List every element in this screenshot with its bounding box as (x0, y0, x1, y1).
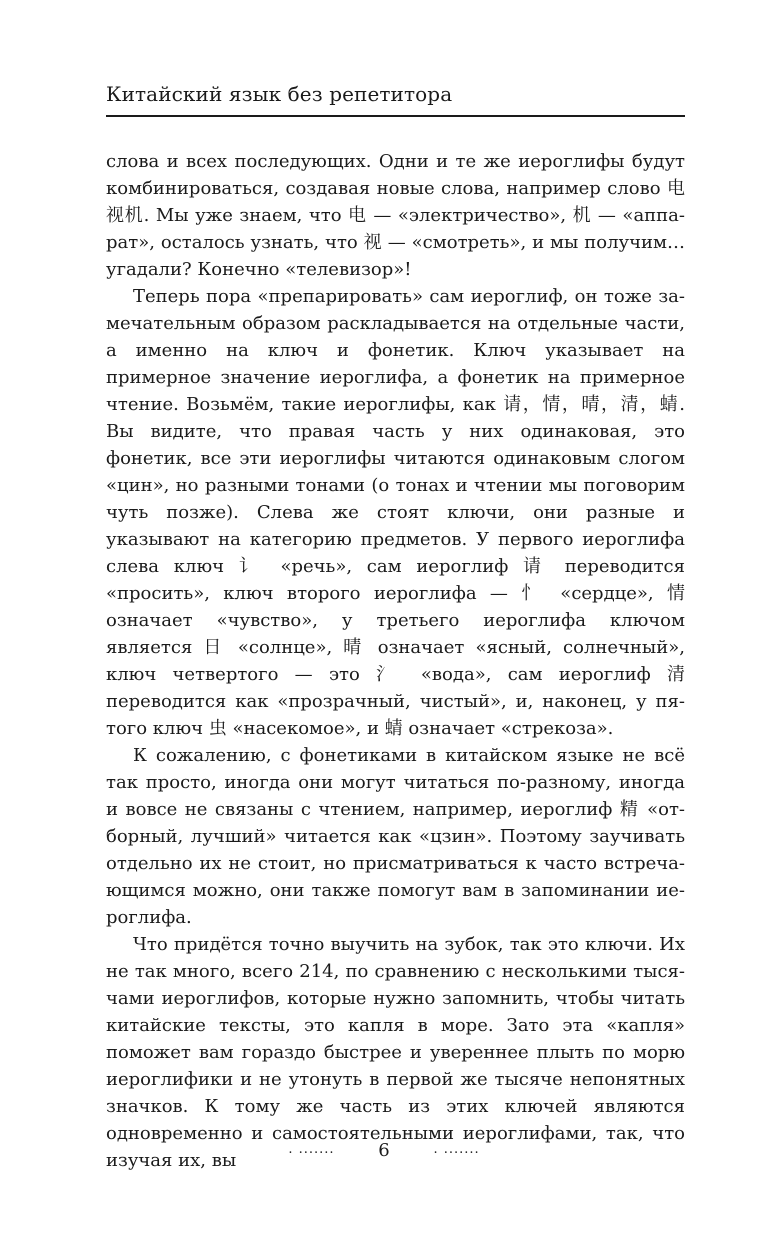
page-footer (0, 1138, 768, 1163)
page-body (106, 148, 685, 1174)
header-divider (106, 115, 685, 117)
paragraph: Что придётся точно выучить на зубок, так это ключи. Их не так много, всего 214, по сравнению с несколькими тысячами иероглифов, которые нужно запомнить, чтобы читать китайские тексты, это капля в море. Зато эта «капля» поможет вам гораздо быстрее и увереннее плыть по морю иероглифики и не утонуть в первой же тысяче непонятных значков. К тому же часть из этих ключей являются одновременно и самостоятельными иероглифами, так, что изучая их, вы (106, 934, 685, 1171)
paragraph: К сожалению, с фонетиками в китайском языке не всё так просто, иногда они могут читаться по-разному, иногда и вовсе не связаны с чтением, например, иероглиф 精 «отборный, лучший» читается как «цзин». Поэтому заучивать отдельно их не стоит, но присматриваться к часто встречающимся можно, они также помогут вам в запоминании иероглифа. (106, 745, 685, 928)
page-number: 6 (378, 1140, 390, 1161)
paragraph: Теперь пора «препарировать» сам иероглиф, он тоже замечательным образом раскладывается на отдельные части, а именно на ключ и фонетик. Ключ указывает на примерное значение иероглифа, а фонетик на примерное чтение. Возьмём, такие иероглифы, как 请，情，晴，清，蜻. Вы видите, что правая часть у них одинаковая, это фонетик, все эти иероглифы читаются одинаковым слогом «цин», но разными тонами (о тонах и чтении мы поговорим чуть позже). Слева же стоят ключи, они разные и указывают на категорию предметов. У первого иероглифа слева ключ 讠 «речь», сам иероглиф 请 переводится «просить», ключ второго иероглифа — 忄 «сердце», 情 означает «чувство», у третьего иероглифа ключом является 日 «солнце», 晴 означает «ясный, солнечный», ключ четвертого — это 氵 «вода», сам иероглиф 清 переводится как «прозрачный, чистый», и, наконец, у пятого ключ 虫 «насекомое», и 蜻 означает «стрекоза». (106, 286, 685, 739)
folio-ornament-left: . ....... (288, 1142, 335, 1157)
running-title: Китайский язык без репетитора (106, 82, 453, 106)
folio-ornament-right: . ....... (433, 1142, 480, 1157)
paragraph: слова и всех последующих. Одни и те же иероглифы будут комбинироваться, создавая новые слова, например слово 电视机. Мы уже знаем, что 电 — «электричество», 机 — «аппарат», осталось узнать, что 视 — «смотреть», и мы получим… угадали? Конечно «телевизор»! (106, 151, 685, 280)
